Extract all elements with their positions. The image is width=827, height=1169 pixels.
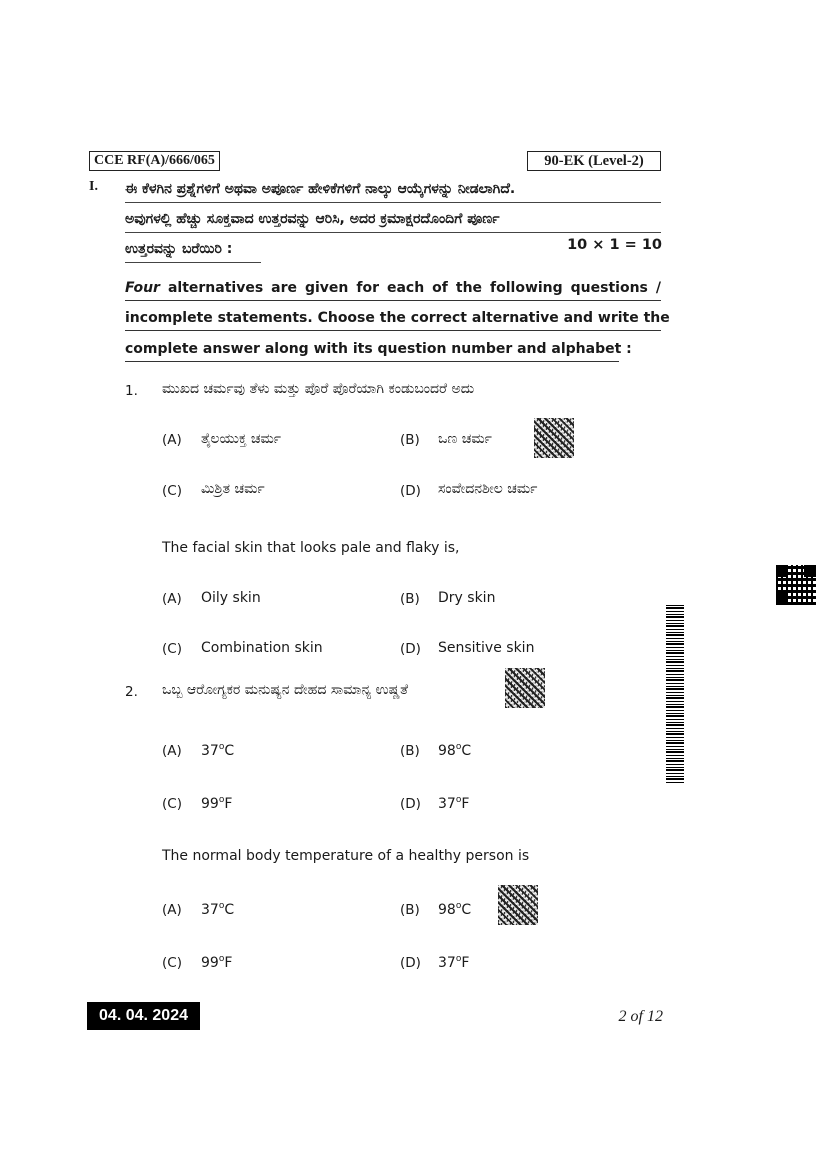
exam-date: 04. 04. 2024 (87, 1002, 200, 1030)
option-value: 37$^o$C (201, 901, 235, 918)
question-text-en: The normal body temperature of a healthy person is (162, 848, 530, 864)
option-label: (C) (162, 796, 182, 812)
option-value: 37$^o$C (201, 742, 235, 759)
option-value: 99$^o$F (201, 954, 233, 971)
option-value: 99$^o$F (201, 795, 233, 812)
option-label: (D) (400, 641, 421, 657)
option-label: (C) (162, 955, 182, 971)
option-text-en: Combination skin (201, 640, 323, 656)
question-text-en: The facial skin that looks pale and flaky is, (162, 540, 460, 556)
option-label: (B) (400, 591, 420, 607)
option-value: 37$^o$F (438, 954, 470, 971)
qr-code (776, 565, 816, 605)
kn-instruction-line-1: ಈ ಕೆಳಗಿನ ಪ್ರಶ್ನೆಗಳಿಗೆ ಅಥವಾ ಅಪೂರ್ಣ ಹೇಳಿಕೆಗಳಿಗೆ ನಾಲ್ಕು ಆಯ್ಕೆಗಳನ್ನು ನೀಡಲಾಗಿದೆ. (125, 178, 661, 203)
en-instruction-emphasis: Four (125, 280, 160, 296)
option-text-kn: ಸಂವೇದನಶೀಲ ಚರ್ಮ (438, 481, 538, 497)
scan-code-image (505, 668, 545, 708)
en-instruction-line-1-text: alternatives are given for each of the following questions / (159, 280, 661, 296)
kn-instruction-line-3: ಉತ್ತರವನ್ನು ಬರೆಯಿರಿ : (125, 238, 261, 263)
option-text-kn: ಮಿಶ್ರಿತ ಚರ್ಮ (201, 481, 265, 497)
option-value: 98$^o$C (438, 901, 472, 918)
option-label: (C) (162, 483, 182, 499)
option-label: (C) (162, 641, 182, 657)
option-text-kn: ಒಣ ಚರ್ಮ (438, 431, 492, 447)
page-number: 2 of 12 (618, 1008, 663, 1025)
option-value: 37$^o$F (438, 795, 470, 812)
section-marks: 10 × 1 = 10 (567, 237, 662, 253)
option-label: (D) (400, 483, 421, 499)
question-text-kn: ಮುಖದ ಚರ್ಮವು ತೆಳು ಮತ್ತು ಪೊರೆ ಪೊರೆಯಾಗಿ ಕಂಡುಬಂದರೆ ಅದು (162, 381, 475, 397)
scan-code-image (534, 418, 574, 458)
paper-code: CCE RF(A)/666/065 (89, 151, 220, 171)
option-label: (B) (400, 432, 420, 448)
kn-instruction-line-2: ಅವುಗಳಲ್ಲಿ ಹೆಚ್ಚು ಸೂಕ್ತವಾದ ಉತ್ತರವನ್ನು ಆರಿಸಿ, ಅದರ ಕ್ರಮಾಕ್ಷರದೊಂದಿಗೆ ಪೂರ್ಣ (125, 208, 661, 233)
option-label: (A) (162, 902, 182, 918)
scan-code-image (498, 885, 538, 925)
option-text-kn: ತೈಲಯುಕ್ತ ಚರ್ಮ (201, 431, 282, 447)
question-number: 2. (125, 684, 138, 700)
option-label: (B) (400, 743, 420, 759)
option-label: (A) (162, 743, 182, 759)
en-instruction-line-2: incomplete statements. Choose the correct alternative and write the (125, 308, 661, 331)
option-label: (A) (162, 591, 182, 607)
option-text-en: Oily skin (201, 590, 261, 606)
question-number: 1. (125, 383, 138, 399)
barcode (666, 603, 684, 783)
option-text-en: Sensitive skin (438, 640, 535, 656)
en-instruction-line-3: complete answer along with its question number and alphabet : (125, 339, 619, 362)
section-number: I. (89, 179, 98, 194)
option-text-en: Dry skin (438, 590, 496, 606)
option-label: (D) (400, 955, 421, 971)
subject-level: 90-EK (Level-2) (527, 151, 661, 171)
option-label: (D) (400, 796, 421, 812)
option-label: (A) (162, 432, 182, 448)
en-instruction-line-1 (125, 278, 661, 301)
question-text-kn: ಒಬ್ಬ ಆರೋಗ್ಯಕರ ಮನುಷ್ಯನ ದೇಹದ ಸಾಮಾನ್ಯ ಉಷ್ಣತೆ (162, 682, 409, 698)
option-value: 98$^o$C (438, 742, 472, 759)
option-label: (B) (400, 902, 420, 918)
